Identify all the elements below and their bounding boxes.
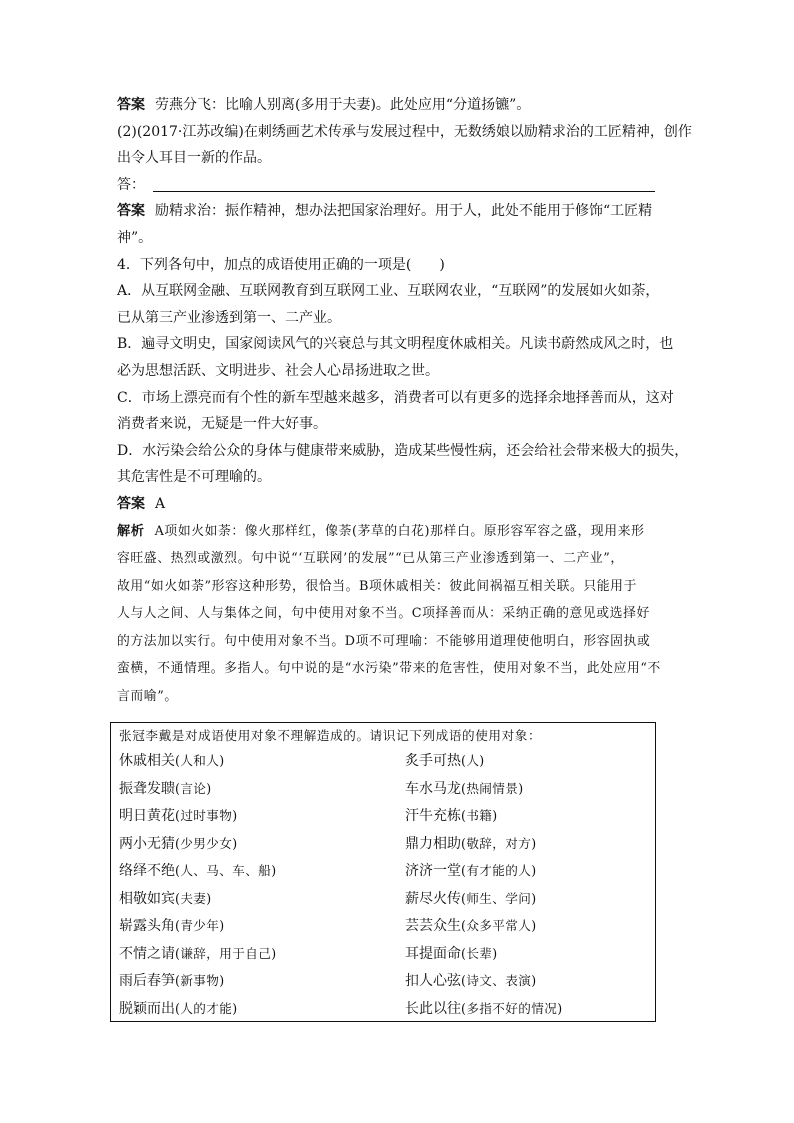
explanation-line: 言而喻”。	[117, 688, 178, 704]
answer-text: 劳燕分飞：比喻人别离(多用于夫妻)。此处应用“分道扬镳”。	[155, 97, 531, 113]
option-c-line-2: 消费者来说，无疑是一件大好事。	[117, 416, 327, 433]
answer-text: 励精求治：振作精神，想办法把国家治理好。用于人，此处不能用于修饰“工匠精	[155, 203, 653, 220]
idiom-usage-box	[110, 722, 656, 1022]
explanation-line: 容旺盛、热烈或激烈。句中说“‘互联网’的发展”“已从第三产业渗透到第一、二产业”，	[117, 551, 624, 566]
idiom-row: 雨后春笋(新事物) 扣人心弦(诗文、表演)	[119, 973, 537, 989]
explanation-label: 解析	[117, 523, 145, 539]
answer-label: 答案	[117, 97, 145, 113]
option-a-line-2: 已从第三产业渗透到第一、二产业。	[117, 309, 341, 326]
answer-prompt: 答：	[117, 176, 145, 193]
answer-label: 答案	[117, 495, 145, 512]
explanation-line: 蛮横，不通情理。多指人。句中说的是“水污染”带来的危害性，使用对象不当，此处应用“不	[117, 661, 661, 676]
answer-text: A	[155, 495, 166, 512]
option-d-line-2: 其危害性是不可理喻的。	[117, 469, 271, 486]
main-content	[117, 92, 692, 710]
idiom-row: 明日黄花(过时事物) 汗牛充栋(书籍)	[119, 808, 498, 824]
question-4-stem: 4．下列各句中，加点的成语使用正确的一项是( )	[117, 256, 445, 273]
question-2-line-2: 出令人耳目一新的作品。	[117, 150, 271, 167]
idiom-row: 崭露头角(青少年) 芸芸众生(众多平常人)	[119, 918, 537, 934]
idiom-row: 相敬如宾(夫妻) 薪尽火传(师生、学问)	[119, 890, 537, 907]
idiom-row: 两小无猜(少男少女) 鼎力相助(敬辞，对方)	[119, 835, 537, 852]
answer-line-2-cont: 神”。	[117, 229, 153, 246]
idiom-row: 振聋发聩(言论) 车水马龙(热闹情景)	[119, 780, 524, 797]
option-b-line-2: 必为思想活跃、文明进步、社会人心昂扬进取之世。	[117, 362, 439, 379]
idiom-row: 不情之请(谦辞，用于自己) 耳提面命(长辈)	[119, 945, 498, 962]
answer-line-3	[117, 491, 662, 518]
explanation	[117, 518, 662, 711]
answer-line-2	[117, 198, 662, 225]
idiom-row: 络绎不绝(人、马、车、船) 济济一堂(有才能的人)	[119, 863, 537, 879]
explanation-line: 人与人之间、人与集体之间，句中使用对象不当。C项择善而从：采纳正确的意见或选择好	[117, 606, 650, 621]
idiom-row: 脱颖而出(人的才能) 长此以往(多指不好的情况)	[119, 1000, 563, 1017]
option-c-line-1: C．市场上漂亮而有个性的新车型越来越多，消费者可以有更多的选择余地择善而从，这对	[117, 389, 674, 406]
box-intro: 张冠李戴是对成语使用对象不理解造成的。请识记下列成语的使用对象：	[119, 728, 542, 743]
answer-blank[interactable]	[153, 190, 655, 192]
explanation-line: 的方法加以实行。句中使用对象不当。D项不可理喻：不能够用道理使他明白，形容固执或	[117, 633, 651, 649]
option-d-line-1: D．水污染会给公众的身体与健康带来威胁，造成某些慢性病，还会给社会带来极大的损失，	[117, 442, 689, 459]
answer-blank-line	[117, 172, 662, 199]
question-2-line-1: (2)(2017·江苏改编)在刺绣画艺术传承与发展过程中，无数绣娘以励精求治的工匠精神，创作	[117, 123, 692, 140]
answer-line-1	[117, 92, 662, 119]
explanation-line: 故用“如火如荼”形容这种形势，很恰当。B项休戚相关：彼此间祸福互相关联。只能用于	[117, 578, 637, 594]
explanation-line: 解析 A项如火如荼：像火那样红，像荼(茅草的白花)那样白。原形容军容之盛，现用来形	[117, 523, 645, 539]
idiom-row: 休戚相关(人和人) 炙手可热(人)	[119, 753, 485, 769]
option-b-line-1: B．遍寻文明史，国家阅读风气的兴衰总与其文明程度休戚相关。凡读书蔚然成风之时，也	[117, 336, 674, 353]
idiom-grid	[119, 747, 649, 1022]
option-a-line-1: A．从互联网金融、互联网教育到互联网工业、互联网农业，“互联网”的发展如火如荼，	[117, 283, 660, 300]
answer-label: 答案	[117, 203, 145, 220]
